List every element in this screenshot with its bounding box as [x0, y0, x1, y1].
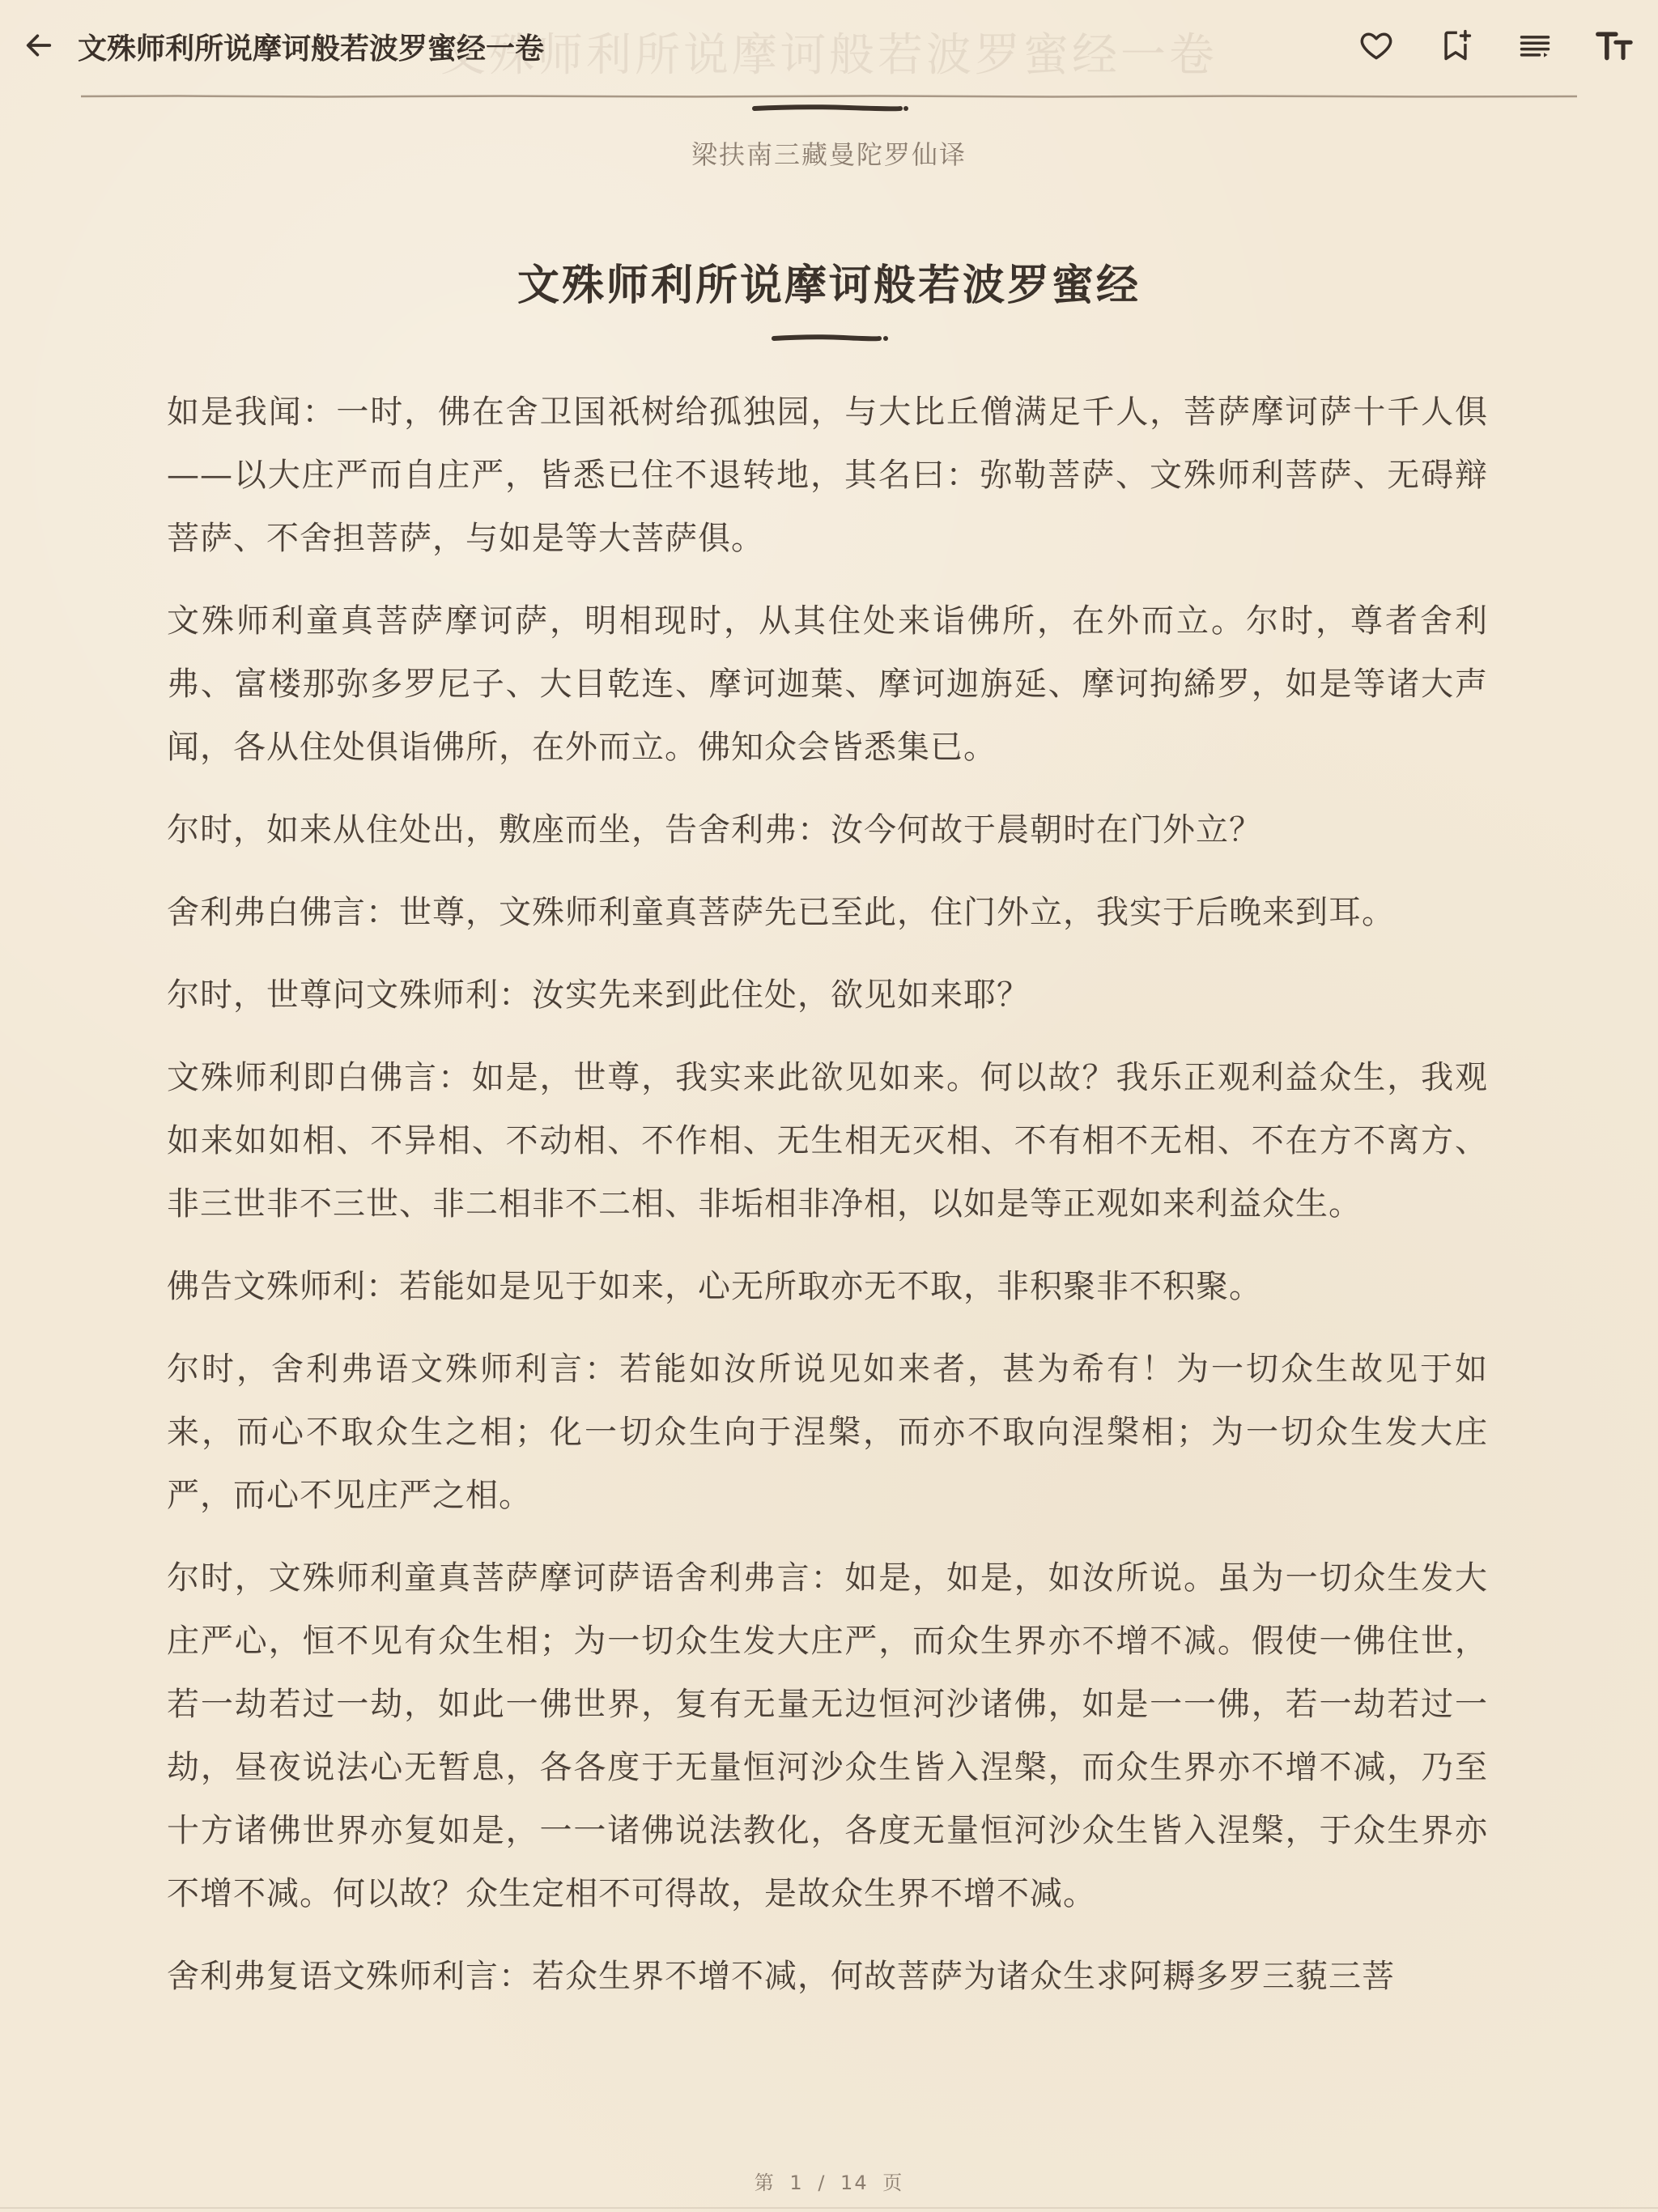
bookmark-add-icon [1438, 28, 1473, 63]
top-bar [0, 0, 1658, 97]
document-title: 文殊师利所说摩诃般若波罗蜜经 [517, 261, 1141, 310]
page-separator: / [818, 2172, 827, 2194]
table-of-contents-button[interactable] [1512, 23, 1558, 68]
header-title: 文殊师利所说摩诃般若波罗蜜经一卷 [78, 32, 545, 66]
back-arrow-icon [23, 29, 55, 62]
page-suffix: 页 [882, 2172, 904, 2194]
watermark-title: 文殊师利所说摩诃般若波罗蜜经一卷 [440, 29, 1218, 82]
paragraph: 尔时，如来从住处出，敷座而坐，告舍利弗：汝今何故于晨朝时在门外立？ [167, 811, 1262, 849]
heart-icon [1358, 28, 1394, 63]
paragraph: 舍利弗复语文殊师利言：若众生界不增不减，何故菩萨为诸众生求阿耨多罗三藐三菩 [167, 1958, 1395, 1995]
paragraph: 尔时，世尊问文殊师利：汝实先来到此住处，欲见如来耶？ [167, 976, 1030, 1014]
paragraph: 佛告文殊师利：若能如是见于如来，心无所取亦无不取，非积聚非不积聚。 [167, 1268, 1262, 1305]
paragraph: 文殊师利即白佛言：如是，世尊，我实来此欲见如来。何以故？我乐正观利益众生，我观如来如如相、不异相、不动相、不作相、无生相无灭相、不有相不无相、不在方不离方、非三世非不三世、非二相非不二相、非垢相非净相，以如是等正观如来利益众生。 [167, 1059, 1488, 1223]
favorite-button[interactable] [1354, 23, 1399, 68]
list-icon [1517, 28, 1553, 63]
paragraph: 尔时，舍利弗语文殊师利言：若能如汝所说见如来者，甚为希有！为一切众生故见于如来，而心不取众生之相；化一切众生向于涅槃，而亦不取向涅槃相；为一切众生发大庄严，而心不见庄严之相。 [167, 1351, 1488, 1514]
page-total: 14 [840, 2172, 869, 2194]
page-prefix: 第 [754, 2172, 776, 2194]
title-ornament-top [751, 102, 910, 113]
paragraph: 舍利弗白佛言：世尊，文殊师利童真菩萨先已至此，住门外立，我实于后晚来到耳。 [167, 894, 1395, 931]
bookmark-add-button[interactable] [1433, 23, 1478, 68]
page-current: 1 [789, 2172, 804, 2194]
paragraph: 尔时，文殊师利童真菩萨摩诃萨语舍利弗言：如是，如是，如汝所说。虽为一切众生发大庄严心，恒不见有众生相；为一切众生发大庄严，而众生界亦不增不减。假使一佛住世，若一劫若过一劫，如此一佛世界，复有无量无边恒河沙诸佛，如是一一佛，若一劫若过一劫，昼夜说法心无暂息，各各度于无量恒河沙众生皆入涅槃，而众生界亦不增不减，乃至十方诸佛世界亦复如是，一一诸佛说法教化，各度无量恒河沙众生皆入涅槃，于众生界亦不增不减。何以故？众生定相不可得故，是故众生界不增不减。 [167, 1559, 1488, 1912]
title-ornament [771, 332, 891, 343]
document-body [167, 381, 1488, 2027]
font-settings-button[interactable] [1592, 23, 1637, 68]
text-size-icon [1595, 28, 1634, 63]
paragraph: 如是我闻：一时，佛在舍卫国祇树给孤独园，与大比丘僧满足千人，菩萨摩诃萨十千人俱——以大庄严而自庄严，皆悉已住不退转地，其名曰：弥勒菩萨、文殊师利菩萨、无碍辩菩萨、不舍担菩萨，与如是等大菩萨俱。 [167, 393, 1488, 557]
bottom-divider [0, 2207, 1658, 2209]
page-indicator [0, 2167, 1658, 2195]
translator-credit: 梁扶南三藏曼陀罗仙译 [691, 139, 967, 170]
back-button[interactable] [18, 24, 60, 66]
toolbar-icons [1354, 23, 1637, 68]
header-divider [81, 94, 1577, 99]
paragraph: 文殊师利童真菩萨摩诃萨，明相现时，从其住处来诣佛所，在外而立。尔时，尊者舍利弗、富楼那弥多罗尼子、大目乾连、摩诃迦葉、摩诃迦旃延、摩诃拘絺罗，如是等诸大声闻，各从住处俱诣佛所，在外而立。佛知众会皆悉集已。 [167, 602, 1488, 766]
